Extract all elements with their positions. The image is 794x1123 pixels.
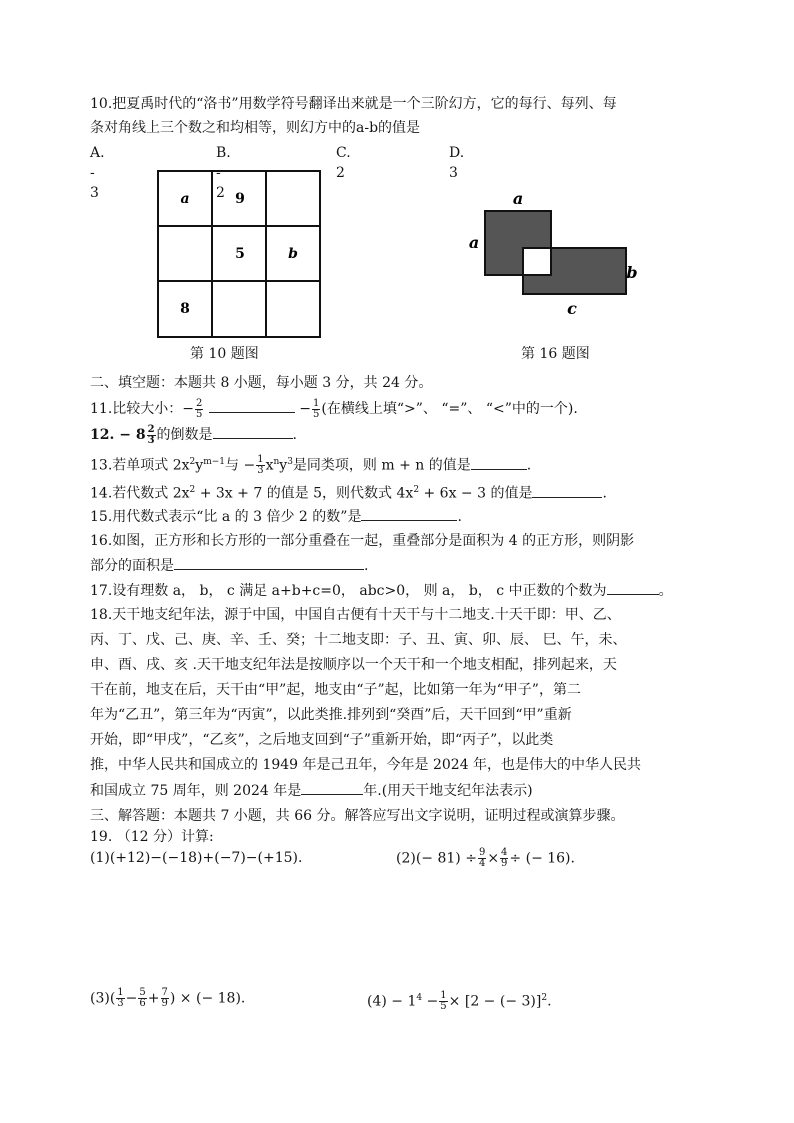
q16-line2: 部分的面积是 . xyxy=(90,555,368,576)
q16-answer-blank[interactable] xyxy=(174,555,364,570)
q13-answer-blank[interactable] xyxy=(471,455,527,470)
grid-cell-7: 8 xyxy=(180,301,190,317)
fig16-label-bottom: c xyxy=(567,299,577,318)
q13: 13.若单项式 $2x^2y^{m-1}$与 − $\frac{1}{3}$ $x^ny^3$是同类项，则 m + n 的值是 . xyxy=(90,454,532,477)
fig16-label-right: b xyxy=(626,263,638,282)
q15-answer-blank[interactable] xyxy=(361,506,457,521)
q12: 12. − 8 $\frac{2}{3}$ 的倒数是 . xyxy=(90,423,297,446)
fig16-overlap-square xyxy=(523,248,551,275)
q19-part1: (1)(+12)−(−18)+(−7)−(+15). xyxy=(90,850,303,866)
q18-line8: 和国成立 75 周年，则 2024 年是 年.(用天干地支纪年法表示) xyxy=(90,780,533,801)
q18-line2: 丙、丁、戊、己、庚、辛、壬、癸；十二地支即：子、丑、寅、卯、辰、 巳、午，未、 xyxy=(90,632,627,648)
q14: 14.若代数式 $2x^2 + 3x + 7$ 的值是 5，则代数式 $4x^2 + 6x - 3$ 的值是 . xyxy=(90,480,607,504)
q17-answer-blank[interactable] xyxy=(607,580,659,595)
q10-option-d: D. 3 xyxy=(449,145,465,181)
section2-heading: 二、填空题：本题共 8 小题，每小题 3 分，共 24 分。 xyxy=(90,375,433,391)
q19-title: 19. （12 分）计算: xyxy=(90,829,214,845)
grid-cell-2: 9 xyxy=(235,191,245,207)
grid-cell-5: 5 xyxy=(235,246,245,262)
fig10-caption: 第 10 题图 xyxy=(190,346,259,362)
fig16-caption: 第 16 题图 xyxy=(521,346,590,362)
q19-part3: (3)( $\frac{1}{3}$ − $\frac{5}{6}$ + $\frac{7}{9}$ ) × (− 18). xyxy=(90,987,246,1009)
q18-line1: 18.天干地支纪年法，源于中国，中国自古便有十天干与十二地支.十天干即：甲、乙、 xyxy=(90,607,621,623)
q10-line1: 10.把夏禹时代的“洛书”用数学符号翻译出来就是一个三阶幻方，它的每行、每列、每 xyxy=(90,96,617,112)
grid-cell-1: a xyxy=(180,191,190,207)
q19-part2: (2)(− 81) ÷ $\frac{9}{4}$ × $\frac{4}{9}$ ÷ (− 16). xyxy=(396,847,575,869)
q14-answer-blank[interactable] xyxy=(532,483,602,498)
q10-option-b: B. - 2 xyxy=(216,145,231,201)
fig16-label-top: a xyxy=(512,189,524,208)
q18-line4: 干在前，地支在后，天干由“甲”起，地支由“子”起，比如第一年为“甲子”，第二 xyxy=(90,682,581,698)
q18-line6: 开始，即“甲戌”，“乙亥”，之后地支回到“子”重新开始，即“丙子”，以此类 xyxy=(90,732,554,748)
fig16-square-rect-overlap xyxy=(460,186,650,322)
q10-option-a: A. - 3 xyxy=(90,145,105,201)
q11: 11.比较大小：− $\frac{2}{5}$ − $\frac{1}{5}$ (在横线上填“>”、 “=”、 “<”中的一个). xyxy=(90,397,578,420)
q18-line5: 年为“乙丑”，第三年为“丙寅”，以此类推.排列到“癸酉”后，天干回到“甲”重新 xyxy=(90,707,572,723)
fig16-label-left: a xyxy=(468,233,480,252)
q10-option-c: C. 2 xyxy=(336,145,351,181)
q18-answer-blank[interactable] xyxy=(301,780,363,795)
q19-part4: $(4) - 1^4$ − $\frac{1}{5}$ × [2 − (− 3)]$^2$. xyxy=(367,990,552,1013)
q18-line3: 申、酉、戌、亥 .天干地支纪年法是按顺序以一个天干和一个地支相配，排列起来，天 xyxy=(90,657,617,673)
q12-answer-blank[interactable] xyxy=(213,424,293,439)
q18-line7: 推，中华人民共和国成立的 1949 年是己丑年，今年是 2024 年，也是伟大的中华人民共 xyxy=(90,757,642,773)
grid-cell-6: b xyxy=(288,246,298,262)
section3-heading: 三、解答题：本题共 7 小题，共 66 分。解答应写出文字说明，证明过程或演算步骤。 xyxy=(90,808,625,824)
q15: 15.用代数式表示“比 a 的 3 倍少 2 的数”是 . xyxy=(90,506,462,527)
q16-line1: 16.如图，正方形和长方形的一部分重叠在一起，重叠部分是面积为 4 的正方形，则阴影 xyxy=(90,533,635,549)
magic-square-grid xyxy=(157,170,323,340)
q11-answer-blank[interactable] xyxy=(209,398,295,413)
q17: 17.设有理数 a， b， c 满足 a+b+c=0， abc>0， 则 a， b， c 中正数的个数为 。 xyxy=(90,580,673,601)
q10-line2: 条对角线上三个数之和均相等，则幻方中的a-b的值是 xyxy=(90,120,421,136)
